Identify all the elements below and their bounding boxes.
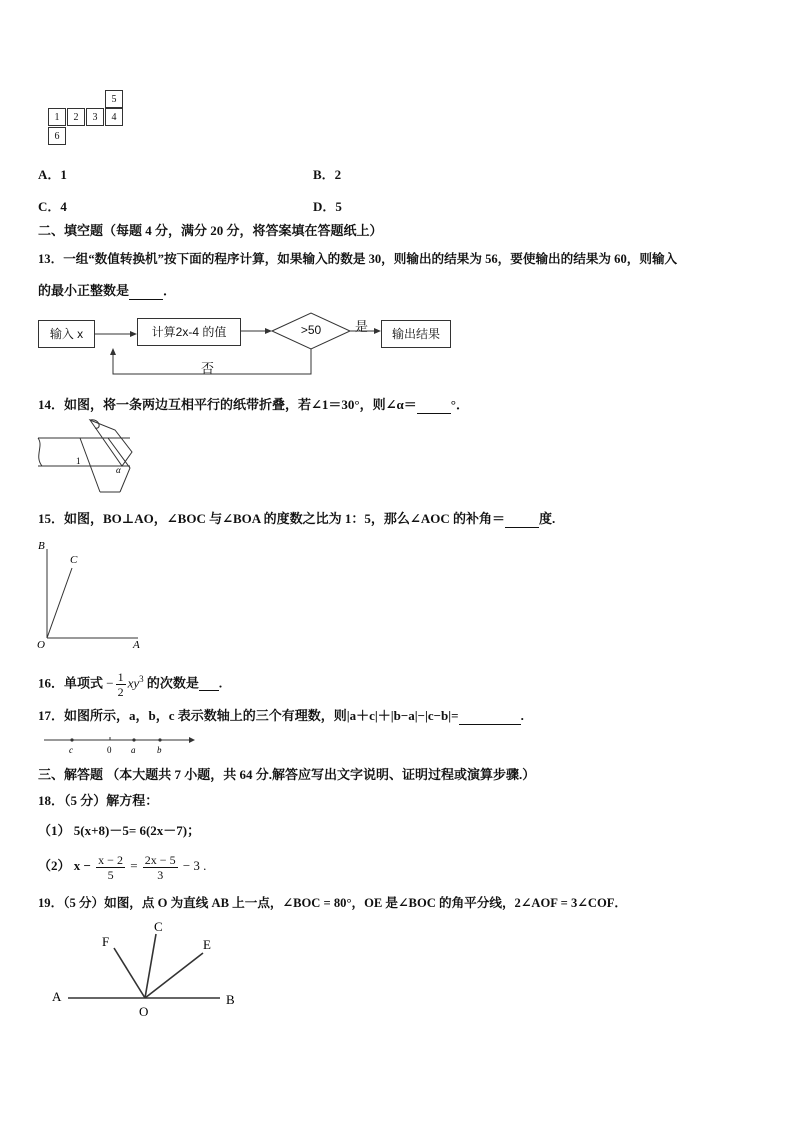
net-cell-2: 2 [67, 108, 85, 126]
section3-heading: 三、解答题 （本大题共 7 小题，共 64 分.解答应写出文字说明、证明过程或演算步骤.） [38, 767, 536, 782]
q15-label-c: C [70, 554, 78, 566]
q16-text [38, 662, 223, 699]
flow-yes-label: 是 [355, 319, 369, 334]
q18-frac2-num: 2x − 5 [144, 852, 176, 867]
q16-term: xy [127, 675, 140, 691]
flow-output-box: 输出结果 [381, 320, 451, 348]
q18-eq2-end: − 3 . [182, 858, 207, 873]
q14-answer-blank [417, 397, 451, 414]
q18-eq2-prefix: （2） x − [38, 858, 91, 873]
q15-label-o: O [37, 639, 45, 651]
q13-line2-text: 的最小正整数是 [38, 283, 130, 298]
net-cell-3: 3 [86, 108, 104, 126]
q16-fraction [116, 670, 126, 699]
axis-label-c: c [69, 745, 73, 755]
flow-arrowhead-1 [130, 331, 137, 337]
q16-suffix: 的次数是 [146, 675, 199, 691]
q17-stem: 17．如图所示，a，b，c 表示数轴上的三个有理数，则|a＋c|＋|b−a|−|c−b|= [38, 708, 459, 723]
q18-title: 18．（5 分）解方程： [38, 793, 159, 808]
flow-compute-box: 计算2x-4 的值 [137, 318, 241, 346]
q14-label-alpha: α [116, 465, 121, 475]
section2-heading: 二、填空题（每题 4 分，满分 20 分，将答案填在答题纸上） [38, 223, 383, 238]
net-cell-4: 4 [105, 108, 123, 126]
option-a: A．1 [38, 167, 67, 182]
q17-answer-blank [459, 708, 521, 725]
q16-minus: − [106, 675, 114, 691]
q14-end: °． [450, 397, 469, 412]
q19-label-f: F [102, 934, 110, 949]
option-d: D．5 [313, 199, 342, 214]
flow-input-box: 输入 x [38, 320, 95, 348]
q18-frac1-num: x − 2 [98, 852, 123, 867]
net-cell-top: 5 [105, 90, 123, 108]
axis-label-b: b [157, 745, 162, 755]
option-c: C．4 [38, 199, 67, 214]
q18-frac2-den: 3 [157, 867, 164, 882]
q17-text [38, 708, 524, 725]
option-b: B．2 [313, 167, 342, 182]
q15-label-b: B [38, 540, 45, 552]
q13-line2 [38, 283, 176, 300]
axis-label-0: 0 [107, 745, 112, 755]
q16-frac-num: 1 [117, 669, 124, 684]
q16-end: . [218, 675, 223, 691]
flow-loop-arrowhead [110, 348, 116, 355]
axis-label-a: a [131, 745, 136, 755]
q13-line2-end: ． [163, 283, 177, 298]
q18-eq-sign: = [130, 858, 138, 873]
q16-frac-den: 2 [117, 684, 124, 699]
q19-label-o: O [139, 1004, 149, 1019]
q19-text: 19．（5 分）如图，点 O 为直线 AB 上一点，∠BOC = 80°，OE 是∠BOC 的角平分线，2∠AOF = 3∠COF． [38, 896, 628, 910]
q17-number-line [40, 732, 200, 756]
q15-figure [30, 535, 160, 655]
net-cell-1: 1 [48, 108, 66, 126]
q15-end: 度. [538, 511, 556, 526]
q18-frac2 [143, 853, 178, 882]
q17-end: . [520, 708, 524, 723]
q14-stem: 14．如图，将一条两边互相平行的纸带折叠，若∠1＝30°，则∠α＝ [38, 397, 417, 412]
q14-figure [30, 418, 150, 502]
flow-arrowhead-2 [265, 328, 272, 334]
flow-no-label: 否 [201, 361, 215, 376]
q13-line1: 13．一组“数值转换机”按下面的程序计算，如果输入的数是 30，则输出的结果为 56，要使输出的结果为 60，则输入 [38, 252, 678, 266]
q15-text [38, 511, 555, 528]
q19-label-b: B [226, 992, 235, 1007]
flow-arrowhead-3 [374, 328, 381, 334]
flow-condition-label: >50 [300, 323, 322, 337]
q19-label-a: A [52, 989, 62, 1004]
q19-label-e: E [203, 937, 211, 952]
flow-arrows [0, 300, 794, 380]
q16-exponent: 3 [139, 674, 144, 684]
q14-label-1: 1 [76, 456, 81, 466]
q13-answer-blank [129, 283, 163, 300]
q16-answer-blank [199, 676, 219, 691]
q15-stem: 15．如图，BO⊥AO，∠BOC 与∠BOA 的度数之比为 1：5，那么∠AOC 的补角＝ [38, 511, 505, 526]
q15-label-a: A [133, 639, 140, 651]
q18-eq2 [38, 846, 206, 886]
q18-frac1 [96, 853, 125, 882]
q14-text [38, 397, 469, 414]
q18-eq1: （1） 5(x+8)－5= 6(2x－7)； [38, 823, 201, 838]
net-cell-bottom: 6 [48, 127, 66, 145]
q19-label-c: C [154, 919, 163, 934]
q19-figure [40, 915, 260, 1025]
q16-prefix: 16．单项式 [38, 675, 104, 691]
q15-answer-blank [505, 511, 539, 528]
q18-frac1-den: 5 [107, 867, 114, 882]
